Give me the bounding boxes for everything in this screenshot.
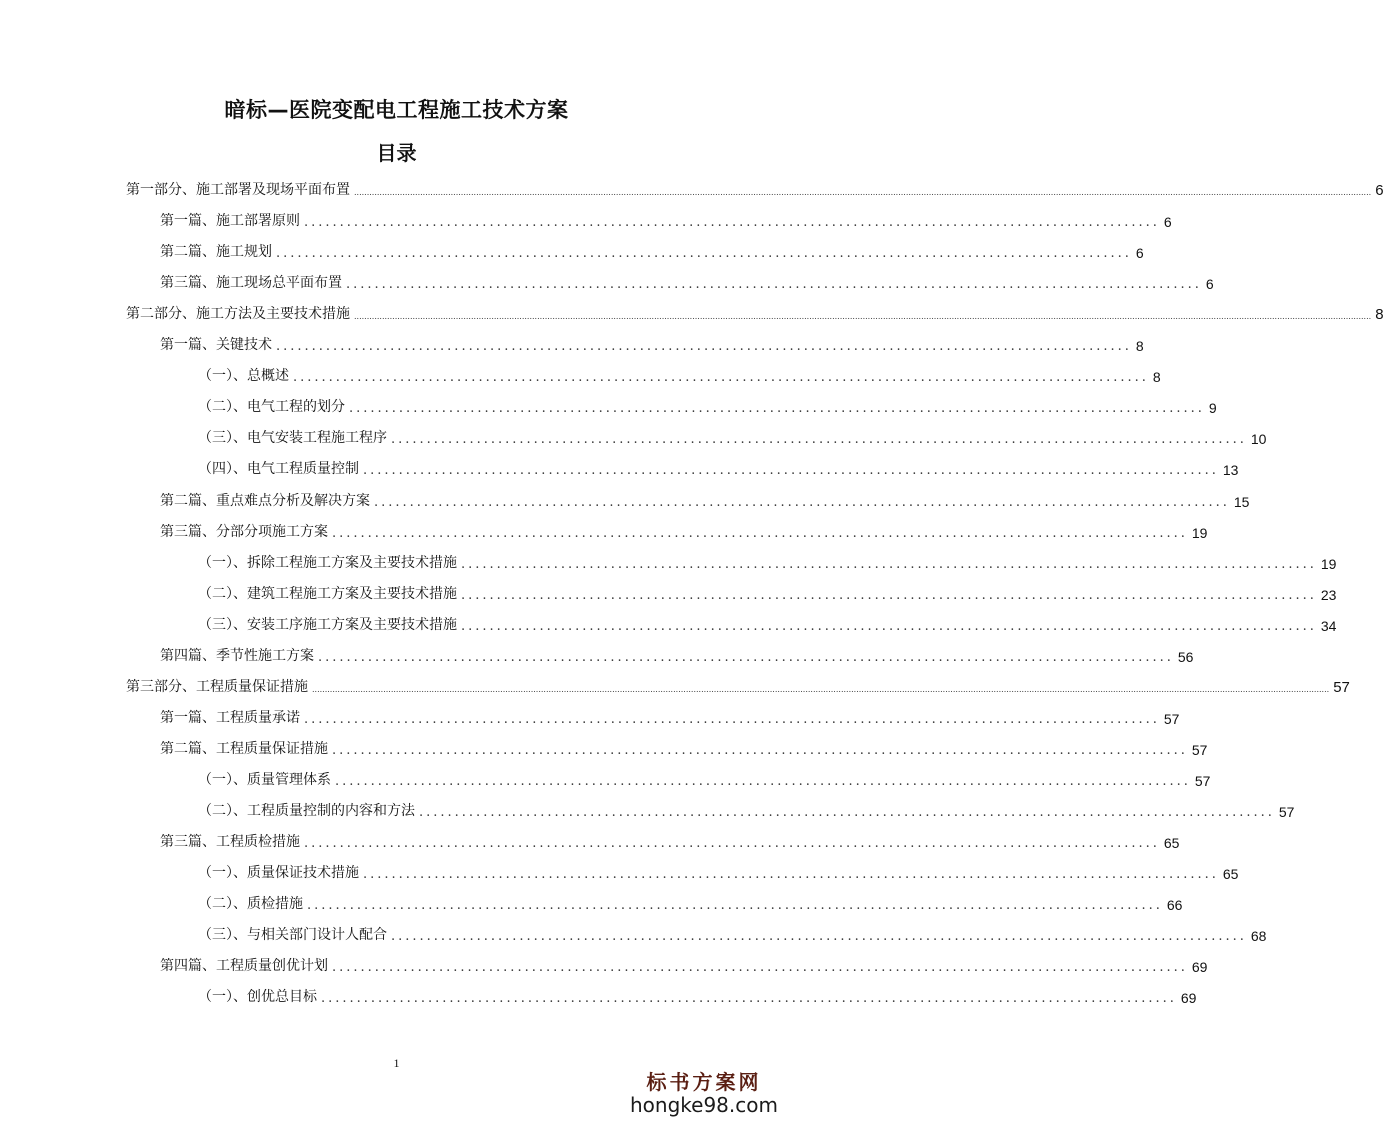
toc-dot-leader: ........................................................................................................................	[346, 277, 1202, 292]
toc-entry-label: 第二篇、施工规划	[160, 244, 272, 260]
toc-entry-label: （二）、工程质量控制的内容和方法	[198, 803, 415, 819]
toc-entry-page: 65	[1222, 866, 1239, 882]
toc-entry-page: 8	[1135, 338, 1144, 354]
toc-dot-leader: ........................................................................................................................	[391, 432, 1247, 447]
toc-dot-leader: ........................................................................................................................	[374, 495, 1230, 510]
toc-entry-page: 6	[1205, 276, 1214, 292]
toc-dot-leader: ........................................................................................................................	[335, 774, 1191, 789]
toc-entry-label: （一）、质量保证技术措施	[198, 865, 359, 881]
toc-entry-page: 9	[1208, 400, 1217, 416]
toc-entry[interactable]	[198, 891, 1183, 913]
toc-entry-label: 第三篇、分部分项施工方案	[160, 524, 328, 540]
toc-entry-label: 第一篇、关键技术	[160, 337, 272, 353]
toc-entry-label: 第三篇、施工现场总平面布置	[160, 275, 342, 291]
toc-dot-leader: ........................................................................................................................	[276, 246, 1132, 261]
toc-entry[interactable]	[198, 550, 1337, 572]
toc-entry[interactable]	[198, 581, 1337, 603]
toc-dot-leader: ........................................................................................................................	[363, 867, 1219, 882]
toc-entry[interactable]	[198, 456, 1239, 478]
toc-dot-leader: ........................................................................................................................	[321, 991, 1177, 1006]
toc-entry-page: 6	[1135, 245, 1144, 261]
toc-dot-leader: ........................................................................................................................	[293, 370, 1149, 385]
toc-entry[interactable]	[160, 953, 1208, 975]
toc-dot-leader: ........................................................................................................................	[391, 929, 1247, 944]
toc-entry[interactable]	[198, 394, 1217, 416]
toc-entry[interactable]	[198, 767, 1211, 789]
toc-entry-page: 6	[1375, 182, 1384, 199]
toc-entry[interactable]	[198, 425, 1267, 447]
toc-entry-label: 第二篇、重点难点分析及解决方案	[160, 493, 370, 509]
toc-dot-leader: ........................................................................................................................	[332, 960, 1188, 975]
toc-entry-label: （三）、与相关部门设计人配合	[198, 927, 387, 943]
toc-entry-label: 第二篇、工程质量保证措施	[160, 741, 328, 757]
toc-dot-leader: ........................................................................................................................	[363, 463, 1219, 478]
toc-entry[interactable]	[126, 177, 1384, 199]
toc-entry-page: 57	[1194, 773, 1211, 789]
toc-entry[interactable]	[198, 922, 1267, 944]
toc-dot-leader: ........................................................................................................................	[332, 526, 1188, 541]
toc-entry-page: 57	[1191, 742, 1208, 758]
watermark-brand: 标书方案网	[646, 1070, 762, 1094]
toc-entry-page: 8	[1375, 306, 1384, 323]
toc-entry[interactable]	[198, 984, 1197, 1006]
toc-entry-page: 19	[1191, 525, 1208, 541]
toc-dot-leader: ........................................................................................................................	[461, 619, 1317, 634]
toc-entry[interactable]	[126, 674, 1350, 696]
toc-entry[interactable]	[126, 301, 1384, 323]
toc-entry[interactable]	[160, 643, 1194, 665]
toc-entry-label: 第一篇、施工部署原则	[160, 213, 300, 229]
toc-entry[interactable]	[160, 270, 1214, 292]
toc-dot-leader: ........................................................................................................................	[419, 805, 1275, 820]
toc-entry-page: 66	[1166, 897, 1183, 913]
toc-entry[interactable]	[160, 239, 1144, 261]
toc-entry[interactable]	[160, 208, 1172, 230]
toc-entry-label: （一）、总概述	[198, 368, 289, 384]
watermark-logo	[629, 1066, 779, 1117]
toc-dot-leader: ................................................................................................................................................................................................................................................................................................................................................................................................................	[354, 188, 1372, 197]
toc-entry-page: 69	[1180, 990, 1197, 1006]
toc-entry[interactable]	[160, 488, 1250, 510]
toc-dot-leader: ........................................................................................................................	[332, 743, 1188, 758]
document-title: 暗标—医院变配电工程施工技术方案	[224, 98, 569, 122]
toc-entry-label: （二）、建筑工程施工方案及主要技术措施	[198, 586, 457, 602]
toc-entry[interactable]	[198, 860, 1239, 882]
toc-dot-leader: ........................................................................................................................	[349, 401, 1205, 416]
toc-dot-leader: ........................................................................................................................	[304, 836, 1160, 851]
toc-entry-label: （一）、创优总目标	[198, 989, 317, 1005]
toc-dot-leader: ........................................................................................................................	[304, 712, 1160, 727]
toc-entry-label: （二）、质检措施	[198, 896, 303, 912]
toc-dot-leader: ........................................................................................................................	[318, 650, 1174, 665]
toc-dot-leader: ........................................................................................................................	[461, 557, 1317, 572]
toc-entry-page: 19	[1320, 556, 1337, 572]
toc-entry-label: 第三篇、工程质检措施	[160, 834, 300, 850]
page-number: 1	[393, 1056, 400, 1070]
toc-entry-label: （三）、电气安装工程施工程序	[198, 430, 387, 446]
toc-entry[interactable]	[160, 736, 1208, 758]
toc-entry-page: 65	[1163, 835, 1180, 851]
toc-entry-page: 6	[1163, 214, 1172, 230]
toc-entry-page: 57	[1333, 679, 1350, 696]
toc-entry-label: （一）、质量管理体系	[198, 772, 331, 788]
toc-entry[interactable]	[198, 612, 1337, 634]
toc-entry-label: 第一部分、施工部署及现场平面布置	[126, 182, 350, 198]
toc-entry-page: 10	[1250, 431, 1267, 447]
toc-entry-label: （四）、电气工程质量控制	[198, 461, 359, 477]
toc-entry-page: 56	[1177, 649, 1194, 665]
toc-entry[interactable]	[160, 519, 1208, 541]
toc-entry[interactable]	[198, 363, 1161, 385]
toc-dot-leader: ........................................................................................................................	[307, 898, 1163, 913]
toc-entry-page: 69	[1191, 959, 1208, 975]
toc-entry-label: 第四篇、工程质量创优计划	[160, 958, 328, 974]
toc-dot-leader: ........................................................................................................................	[276, 339, 1132, 354]
watermark-url: hongke98.com	[630, 1093, 778, 1117]
toc-entry[interactable]	[160, 705, 1180, 727]
toc-dot-leader: ................................................................................................................................................................................................................................................................................................................................................................................................................	[312, 685, 1330, 694]
toc-entry-label: （二）、电气工程的划分	[198, 399, 345, 415]
toc-entry-label: （一）、拆除工程施工方案及主要技术措施	[198, 555, 457, 571]
toc-dot-leader: ........................................................................................................................	[461, 588, 1317, 603]
toc-entry-page: 57	[1163, 711, 1180, 727]
toc-entry[interactable]	[160, 829, 1180, 851]
toc-dot-leader: ........................................................................................................................	[304, 215, 1160, 230]
toc-entry-page: 57	[1278, 804, 1295, 820]
toc-entry-page: 34	[1320, 618, 1337, 634]
toc-entry[interactable]	[160, 332, 1144, 354]
toc-entry-label: （三）、安装工序施工方案及主要技术措施	[198, 617, 457, 633]
toc-entry-page: 68	[1250, 928, 1267, 944]
toc-entry[interactable]	[198, 798, 1295, 820]
toc-entry-label: 第二部分、施工方法及主要技术措施	[126, 306, 350, 322]
toc-dot-leader: ................................................................................................................................................................................................................................................................................................................................................................................................................	[354, 312, 1372, 321]
toc-entry-page: 8	[1152, 369, 1161, 385]
toc-entry-page: 13	[1222, 462, 1239, 478]
toc-entry-page: 15	[1233, 494, 1250, 510]
toc-heading: 目录	[376, 141, 417, 165]
toc-entry-label: 第四篇、季节性施工方案	[160, 648, 314, 664]
toc-entry-page: 23	[1320, 587, 1337, 603]
toc-entry-label: 第三部分、工程质量保证措施	[126, 679, 308, 695]
toc-entry-label: 第一篇、工程质量承诺	[160, 710, 300, 726]
